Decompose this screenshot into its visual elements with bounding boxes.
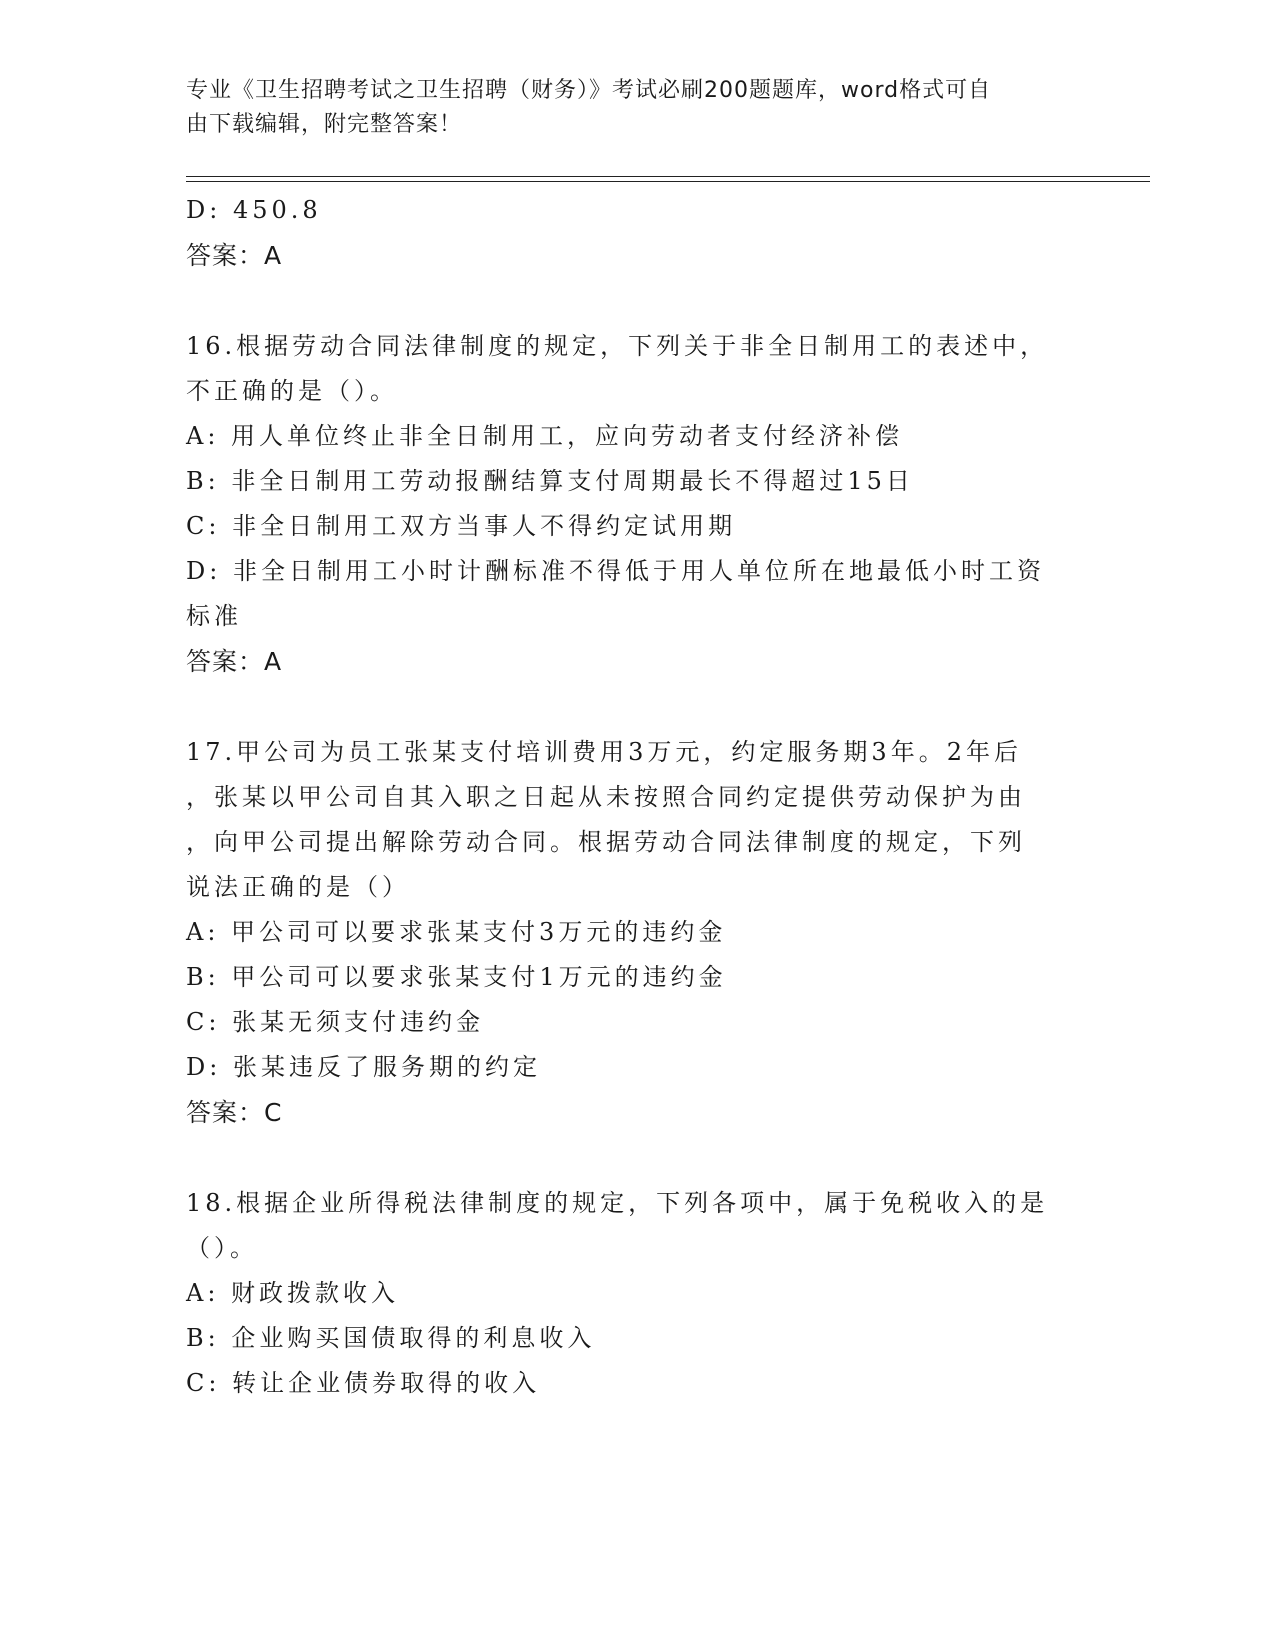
question-stem-line: 说法正确的是（） <box>186 873 410 901</box>
question-18 <box>186 1181 1066 1406</box>
spacer <box>186 684 1066 730</box>
header-line-2: 由下载编辑，附完整答案！ <box>186 112 463 137</box>
option-c: C: 转让企业债券取得的收入 <box>186 1369 541 1397</box>
question-stem-line: （）。 <box>186 1234 258 1262</box>
option-a: A: 财政拨款收入 <box>186 1279 400 1307</box>
option-b: B: 甲公司可以要求张某支付1万元的违约金 <box>186 963 727 991</box>
option-b: B: 企业购买国债取得的利息收入 <box>186 1324 596 1352</box>
spacer <box>186 278 1066 324</box>
prev-answer: 答案：A <box>186 241 283 270</box>
answer: 答案：C <box>186 1098 283 1127</box>
question-stem-line: ，向甲公司提出解除劳动合同。根据劳动合同法律制度的规定，下列 <box>186 828 1026 856</box>
question-stem-line: 18.根据企业所得税法律制度的规定，下列各项中，属于免税收入的是 <box>186 1189 1049 1217</box>
question-17 <box>186 730 1066 1135</box>
document-header <box>186 74 1066 142</box>
header-rule-bottom <box>186 181 1150 182</box>
question-stem-line: 16.根据劳动合同法律制度的规定，下列关于非全日制用工的表述中， <box>186 332 1049 360</box>
option-c: C: 张某无须支付违约金 <box>186 1008 485 1036</box>
document-body <box>186 188 1066 1406</box>
prev-option-d: D: 450.8 <box>186 196 322 224</box>
question-stem-line: ，张某以甲公司自其入职之日起从未按照合同约定提供劳动保护为由 <box>186 783 1026 811</box>
question-16 <box>186 324 1066 684</box>
option-d: D: 张某违反了服务期的约定 <box>186 1053 541 1081</box>
option-a: A: 甲公司可以要求张某支付3万元的违约金 <box>186 918 727 946</box>
header-rule-top <box>186 176 1150 177</box>
option-d: D: 非全日制用工小时计酬标准不得低于用人单位所在地最低小时工资 <box>186 557 1045 585</box>
question-stem-line: 17.甲公司为员工张某支付培训费用3万元，约定服务期3年。2年后 <box>186 738 1022 766</box>
option-c: C: 非全日制用工双方当事人不得约定试用期 <box>186 512 737 540</box>
option-a: A: 用人单位终止非全日制用工，应向劳动者支付经济补偿 <box>186 422 904 450</box>
option-d-continued: 标准 <box>186 602 242 630</box>
spacer <box>186 1135 1066 1181</box>
header-line-1: 专业《卫生招聘考试之卫生招聘（财务）》考试必刷200题题库，word格式可自 <box>186 78 992 103</box>
option-b: B: 非全日制用工劳动报酬结算支付周期最长不得超过15日 <box>186 467 914 495</box>
answer: 答案：A <box>186 647 283 676</box>
question-stem-line: 不正确的是（）。 <box>186 377 398 405</box>
